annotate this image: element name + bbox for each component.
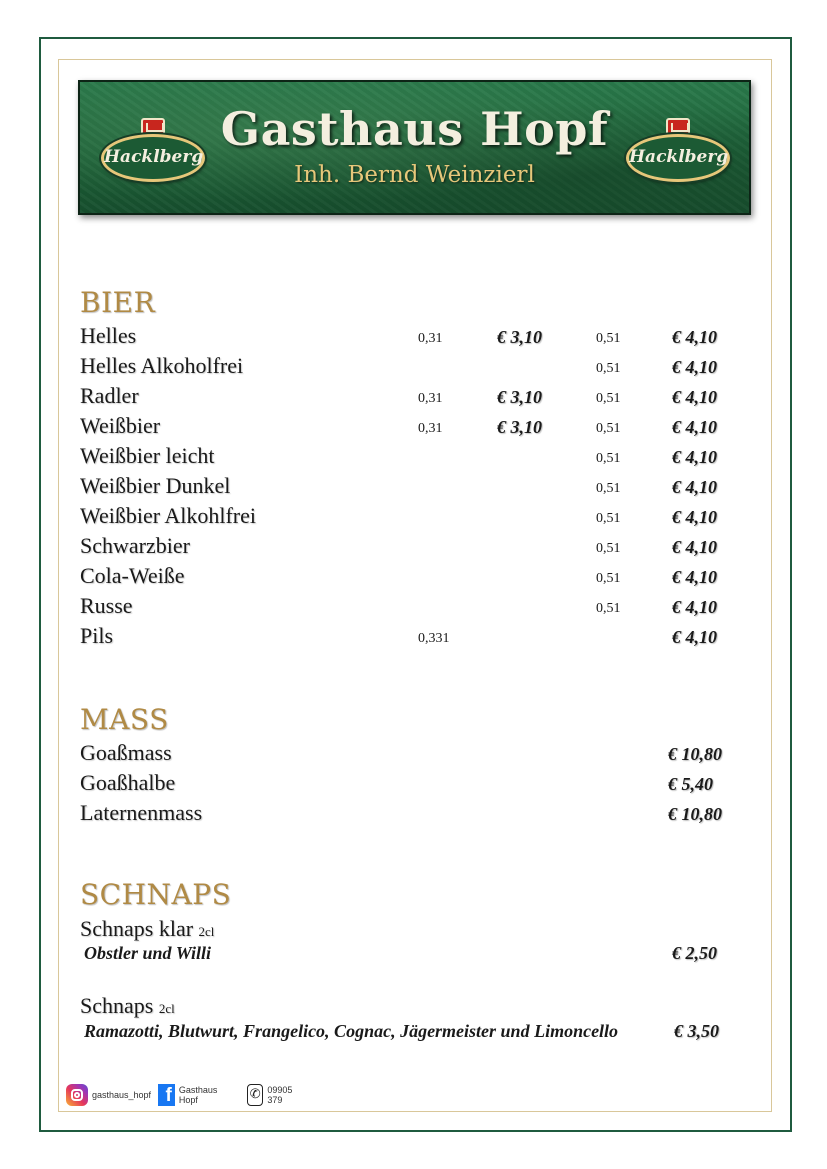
item-description: Obstler und Willi (84, 943, 212, 963)
item-price-small: € 3,10 (497, 387, 542, 407)
item-name: Cola-Weiße (80, 563, 185, 588)
facebook-name: Gasthaus Hopf (178, 1085, 218, 1105)
section-title-schnaps: SCHNAPS (80, 878, 232, 911)
item-size-large: 0,51 (596, 391, 621, 406)
item-unit: 2cl (158, 1001, 175, 1016)
item-price: € 5,40 (668, 774, 713, 794)
item-size-large: 0,51 (596, 541, 621, 556)
item-name: Weißbier leicht (80, 443, 215, 468)
phone-icon: ✆ (247, 1084, 263, 1106)
item-size-small: 0,31 (418, 421, 443, 436)
menu-item-row (0, 533, 827, 563)
item-name: Schwarzbier (80, 533, 190, 558)
menu-item-row (0, 740, 827, 770)
item-name: Schnaps 2cl (80, 993, 175, 1018)
phone-link[interactable] (247, 1083, 298, 1107)
item-name: Russe (80, 593, 133, 618)
item-name: Helles (80, 323, 137, 348)
logo-oval: Hacklberg (101, 134, 205, 182)
item-price-small: € 3,10 (497, 327, 542, 347)
item-name: Radler (80, 383, 139, 408)
item-size-small: 0,31 (418, 331, 443, 346)
item-price: € 2,50 (672, 943, 717, 963)
menu-item-row (0, 939, 827, 969)
item-description: Ramazotti, Blutwurt, Frangelico, Cognac, Jägermeister und Limoncello (84, 1021, 619, 1041)
item-name: Weißbier Alkohlfrei (80, 503, 257, 528)
item-price: € 3,50 (674, 1021, 719, 1041)
menu-item-row (0, 473, 827, 503)
menu-item-row (0, 413, 827, 443)
phone-number: 09905 379 (267, 1085, 293, 1105)
item-price-large: € 4,10 (672, 357, 717, 377)
menu-item-row (0, 323, 827, 353)
menu-item-row (0, 623, 827, 653)
item-price: € 10,80 (668, 804, 722, 824)
item-size-large: 0,51 (596, 511, 621, 526)
item-name: Goaßmass (80, 740, 172, 765)
instagram-icon (66, 1084, 88, 1106)
menu-item-row (0, 770, 827, 800)
menu-item-row (0, 383, 827, 413)
item-price-small: € 3,10 (497, 417, 542, 437)
item-name: Schnaps klar 2cl (80, 916, 215, 941)
item-size-large: 0,51 (596, 421, 621, 436)
menu-item-row (0, 443, 827, 473)
item-size-large: 0,51 (596, 331, 621, 346)
item-price-large: € 4,10 (672, 327, 717, 347)
item-name: Goaßhalbe (80, 770, 176, 795)
item-price-large: € 4,10 (672, 477, 717, 497)
item-price-large: € 4,10 (672, 447, 717, 467)
instagram-handle: gasthaus_hopf (92, 1090, 152, 1100)
item-name: Laternenmass (80, 800, 203, 825)
instagram-link[interactable] (66, 1083, 151, 1107)
header-banner (78, 80, 751, 215)
item-price-large: € 4,10 (672, 387, 717, 407)
section-title-mass: MASS (80, 703, 169, 736)
item-size-large: 0,51 (596, 571, 621, 586)
facebook-icon: f (158, 1084, 175, 1106)
item-size-large: 0,51 (596, 361, 621, 376)
item-price: € 10,80 (668, 744, 722, 764)
item-name: Helles Alkoholfrei (80, 353, 244, 378)
hacklberg-logo-right (626, 118, 730, 184)
item-name: Pils (80, 623, 114, 648)
item-size-large: 0,51 (596, 451, 621, 466)
item-price-large: € 4,10 (672, 627, 717, 647)
item-price-large: € 4,10 (672, 537, 717, 557)
menu-item-row (0, 503, 827, 533)
restaurant-name: Gasthaus Hopf (220, 102, 609, 156)
owner-line: Inh. Bernd Weinzierl (294, 162, 535, 188)
item-size-small: 0,331 (418, 631, 450, 646)
menu-item-row (0, 1017, 827, 1047)
item-size-large: 0,51 (596, 481, 621, 496)
menu-item-row (0, 800, 827, 830)
item-unit: 2cl (198, 924, 215, 939)
item-price-large: € 4,10 (672, 507, 717, 527)
item-name: Weißbier Dunkel (80, 473, 231, 498)
facebook-link[interactable] (158, 1083, 223, 1107)
section-title-bier: BIER (80, 286, 156, 319)
menu-item-row (0, 563, 827, 593)
item-size-large: 0,51 (596, 601, 621, 616)
item-size-small: 0,31 (418, 391, 443, 406)
menu-item-row (0, 353, 827, 383)
menu-item-row (0, 593, 827, 623)
logo-oval: Hacklberg (626, 134, 730, 182)
item-price-large: € 4,10 (672, 597, 717, 617)
item-price-large: € 4,10 (672, 417, 717, 437)
item-price-large: € 4,10 (672, 567, 717, 587)
item-name: Weißbier (80, 413, 161, 438)
